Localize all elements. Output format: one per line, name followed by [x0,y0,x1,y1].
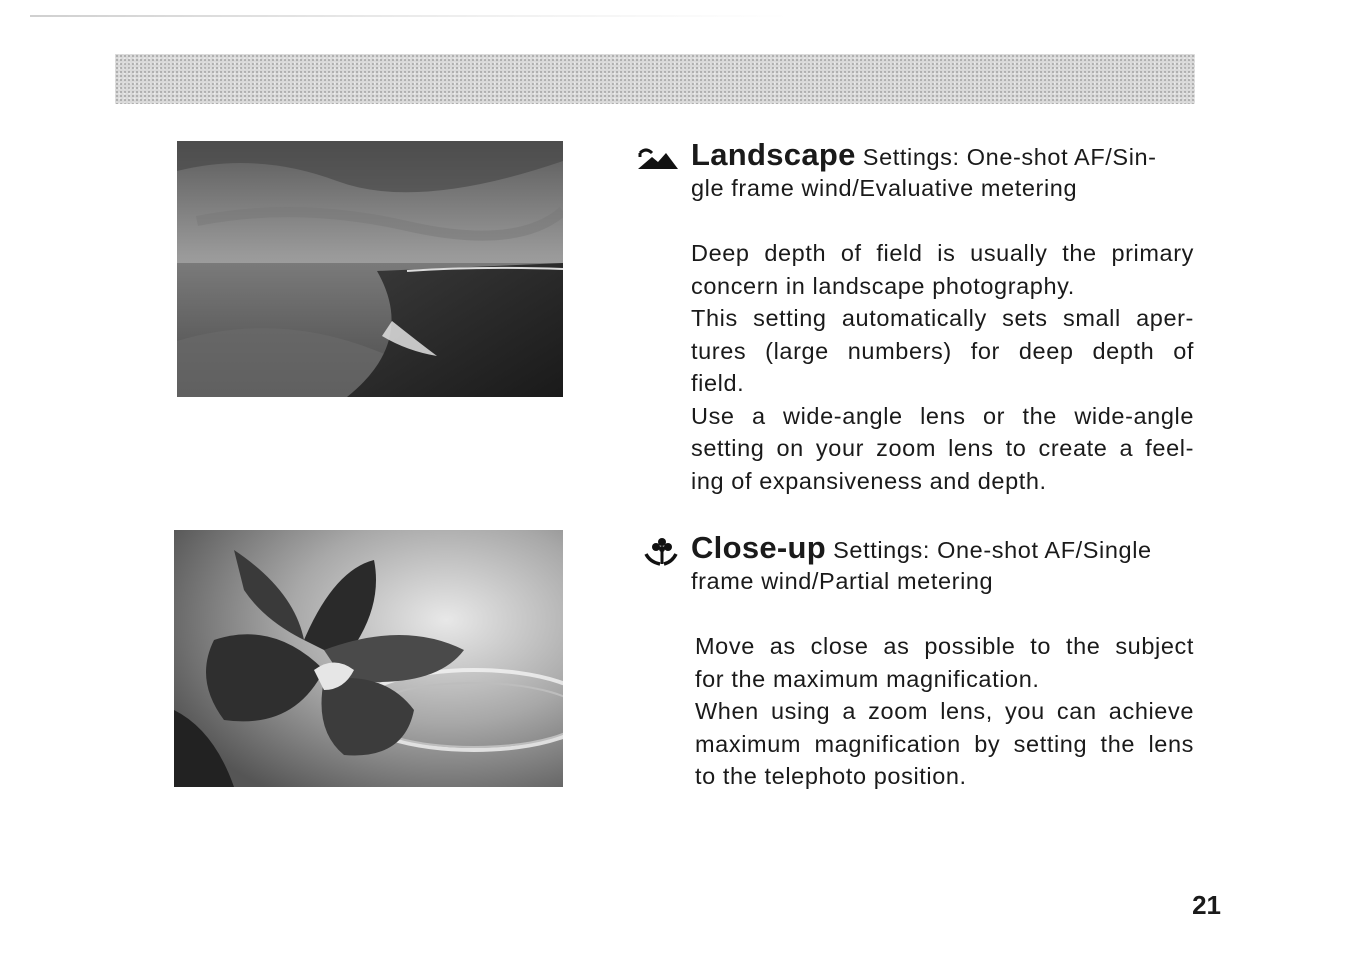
body-line: Move as close as possible to the subject [695,633,1194,659]
body-line: for the maximum magnification. [695,665,1040,692]
body-line: Use a wide-angle lens or the wide-angle [691,402,1194,429]
closeup-mode-icon [638,534,678,570]
landscape-heading [691,139,1194,174]
body-line: tures (large numbers) for deep depth of [691,337,1194,364]
scan-artifact-line [30,15,790,17]
landscape-settings-line2: gle frame wind/Evaluative metering [691,175,1078,201]
closeup-body [695,630,1194,793]
closeup-title: Close-up [691,530,827,565]
landscape-body [691,237,1194,497]
body-line: ing of expansiveness and depth. [691,467,1047,494]
closeup-heading [691,532,1194,567]
landscape-settings-line1: Settings: One-shot AF/Sin- [862,144,1157,170]
landscape-mode-icon [638,141,678,177]
body-line: field. [691,370,745,396]
header-band [115,54,1195,104]
landscape-photo [177,141,563,397]
body-line: to the telephoto position. [695,763,967,789]
body-line: maximum magnification by setting the lens [695,730,1194,757]
closeup-settings-line1: Settings: One-shot AF/Single [833,537,1152,563]
body-line: setting on your zoom lens to create a feel- [691,435,1194,461]
closeup-flower-photo [174,530,563,787]
page-number: 21 [1192,890,1221,920]
closeup-settings-line2: frame wind/Partial metering [691,568,994,594]
body-line: This setting automatically sets small aper- [691,305,1194,331]
body-line: concern in landscape photography. [691,272,1075,299]
body-line: Deep depth of field is usually the primary [691,240,1194,266]
landscape-title: Landscape [691,137,856,172]
body-line: When using a zoom lens, you can achieve [695,698,1194,724]
